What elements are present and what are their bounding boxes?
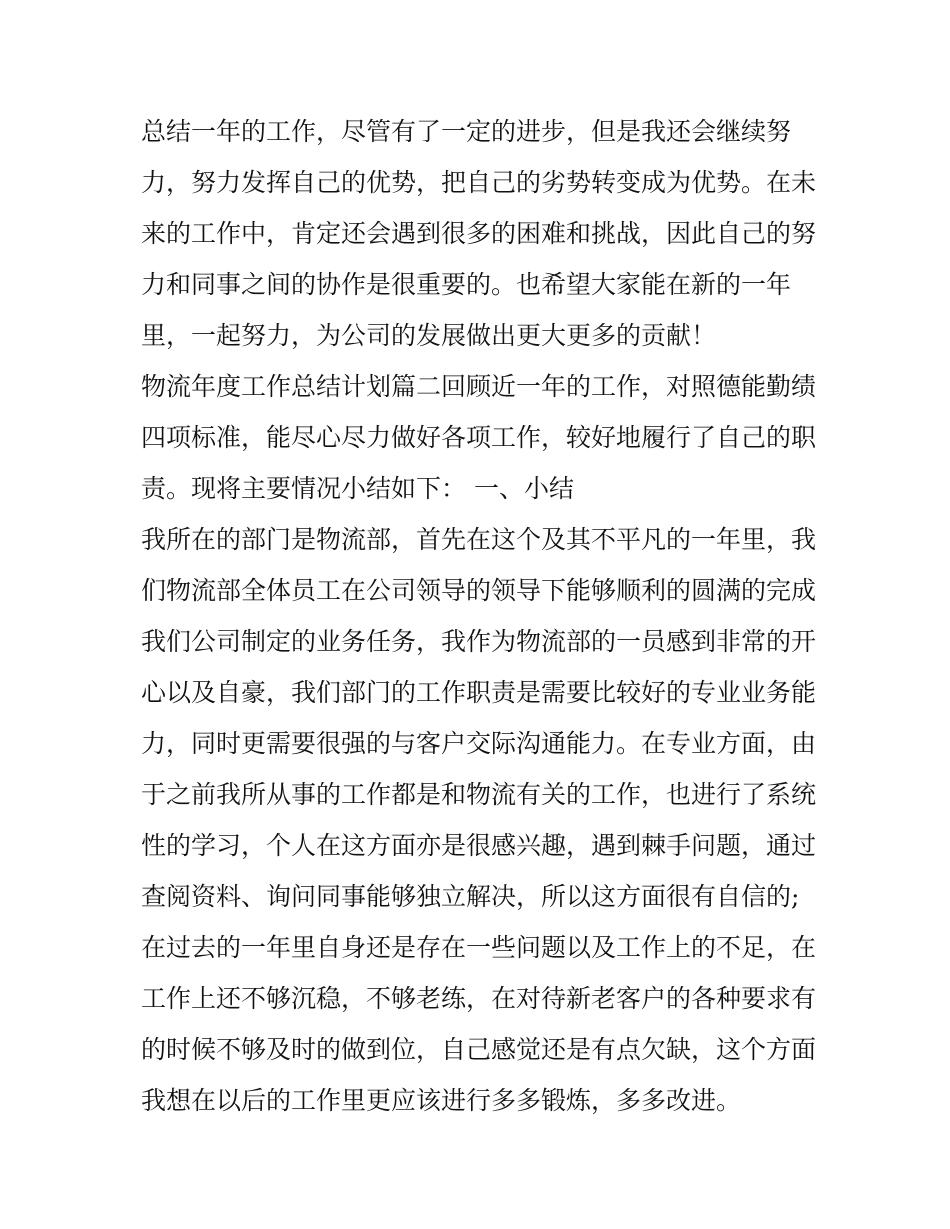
- text-line: 工作上还不够沉稳，不够老练，在对待新老客户的各种要求有: [141, 984, 817, 1013]
- text-line: 总结一年的工作，尽管有了一定的进步，但是我还会继续努: [141, 117, 792, 146]
- text-line: 四项标准，能尽心尽力做好各项工作，较好地履行了自己的职: [141, 423, 817, 452]
- text-line: 性的学习，个人在这方面亦是很感兴趣，遇到棘手问题，通过: [141, 831, 817, 860]
- body-text: [141, 106, 821, 1126]
- text-line: 于之前我所从事的工作都是和物流有关的工作，也进行了系统: [141, 780, 817, 809]
- text-line: 我想在以后的工作里更应该进行多多锻炼，多多改进。: [141, 1086, 742, 1115]
- text-line: 来的工作中，肯定还会遇到很多的困难和挑战，因此自己的努: [141, 219, 817, 248]
- text-line: 里，一起努力，为公司的发展做出更大更多的贡献！: [141, 321, 717, 350]
- text-line: 心以及自豪，我们部门的工作职责是需要比较好的专业业务能: [141, 678, 817, 707]
- text-line: 力，同时更需要很强的与客户交际沟通能力。在专业方面，由: [141, 729, 817, 758]
- text-line: 我所在的部门是物流部，首先在这个及其不平凡的一年里，我: [141, 525, 817, 554]
- section-heading-line: 物流年度工作总结计划篇二回顾近一年的工作，对照德能勤绩: [141, 372, 817, 401]
- text-line: 力，努力发挥自己的优势，把自己的劣势转变成为优势。在未: [141, 168, 817, 197]
- text-line: 的时候不够及时的做到位，自己感觉还是有点欠缺，这个方面: [141, 1035, 817, 1064]
- text-line: 责。现将主要情况小结如下： 一、小结: [141, 474, 574, 503]
- text-line: 查阅资料、询问同事能够独立解决，所以这方面很有自信的;: [141, 882, 800, 911]
- text-line: 在过去的一年里自身还是存在一些问题以及工作上的不足，在: [141, 933, 817, 962]
- text-line: 们物流部全体员工在公司领导的领导下能够顺利的圆满的完成: [141, 576, 817, 605]
- text-line: 力和同事之间的协作是很重要的。也希望大家能在新的一年: [141, 270, 792, 299]
- text-line: 我们公司制定的业务任务，我作为物流部的一员感到非常的开: [141, 627, 817, 656]
